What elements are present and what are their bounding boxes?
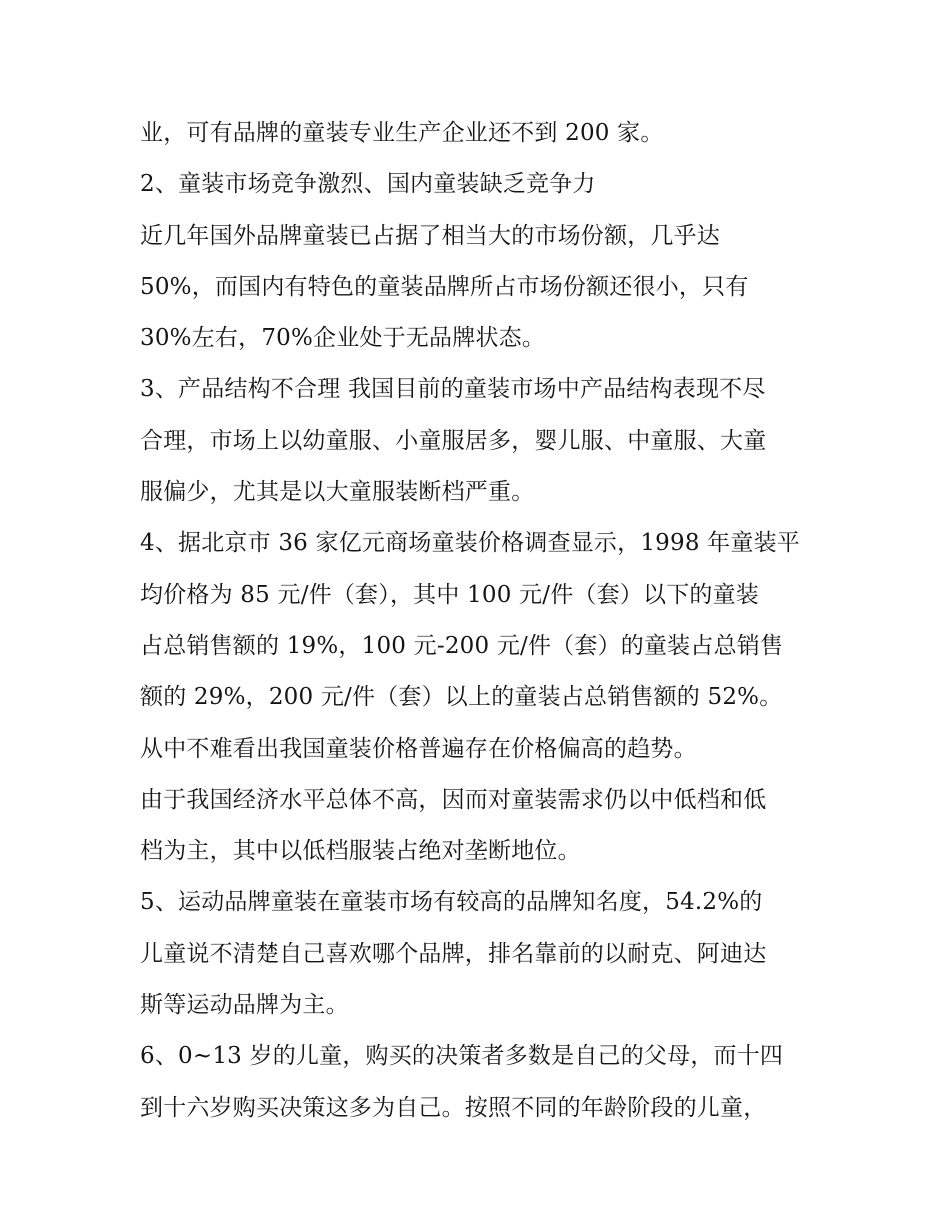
text-line: 3、产品结构不合理 我国目前的童装市场中产品结构表现不尽: [140, 376, 766, 403]
text-line: 2、童装市场竞争激烈、国内童装缺乏竞争力: [140, 171, 596, 198]
text-line: 额的 29%，200 元/件（套）以上的童装占总销售额的 52%。: [140, 684, 783, 711]
text-line: 斯等运动品牌为主。: [140, 992, 349, 1019]
text-line: 合理，市场上以幼童服、小童服居多，婴儿服、中童服、大童: [140, 427, 767, 454]
text-line: 50%，而国内有特色的童装品牌所占市场份额还很小，只有: [140, 273, 749, 300]
text-line: 服偏少，尤其是以大童服装断档严重。: [140, 479, 535, 506]
text-line: 4、据北京市 36 家亿元商场童装价格调查显示，1998 年童装平: [140, 530, 800, 557]
text-line: 从中不难看出我国童装价格普遍存在价格偏高的趋势。: [140, 735, 697, 762]
text-line: 业，可有品牌的童装专业生产企业还不到 200 家。: [140, 120, 664, 146]
text-line: 6、0~13 岁的儿童，购买的决策者多数是自己的父母，而十四: [140, 1043, 784, 1070]
text-line: 档为主，其中以低档服装占绝对垄断地位。: [140, 838, 581, 865]
document-body: [140, 108, 820, 1134]
text-line: 5、运动品牌童装在童装市场有较高的品牌知名度，54.2%的: [140, 889, 763, 916]
text-line: 占总销售额的 19%，100 元-200 元/件（套）的童装占总销售: [140, 632, 784, 659]
text-line: 均价格为 85 元/件（套），其中 100 元/件（套）以下的童装: [140, 581, 760, 608]
text-line: 到十六岁购买决策这多为自己。按照不同的年龄阶段的儿童，: [140, 1094, 767, 1121]
text-line: 30%左右，70%企业处于无品牌状态。: [140, 325, 546, 352]
text-line: 近几年国外品牌童装已占据了相当大的市场份额，几乎达: [140, 222, 720, 249]
text-line: 儿童说不清楚自己喜欢哪个品牌，排名靠前的以耐克、阿迪达: [140, 940, 767, 967]
text-line: 由于我国经济水平总体不高，因而对童装需求仍以中低档和低: [140, 786, 767, 813]
